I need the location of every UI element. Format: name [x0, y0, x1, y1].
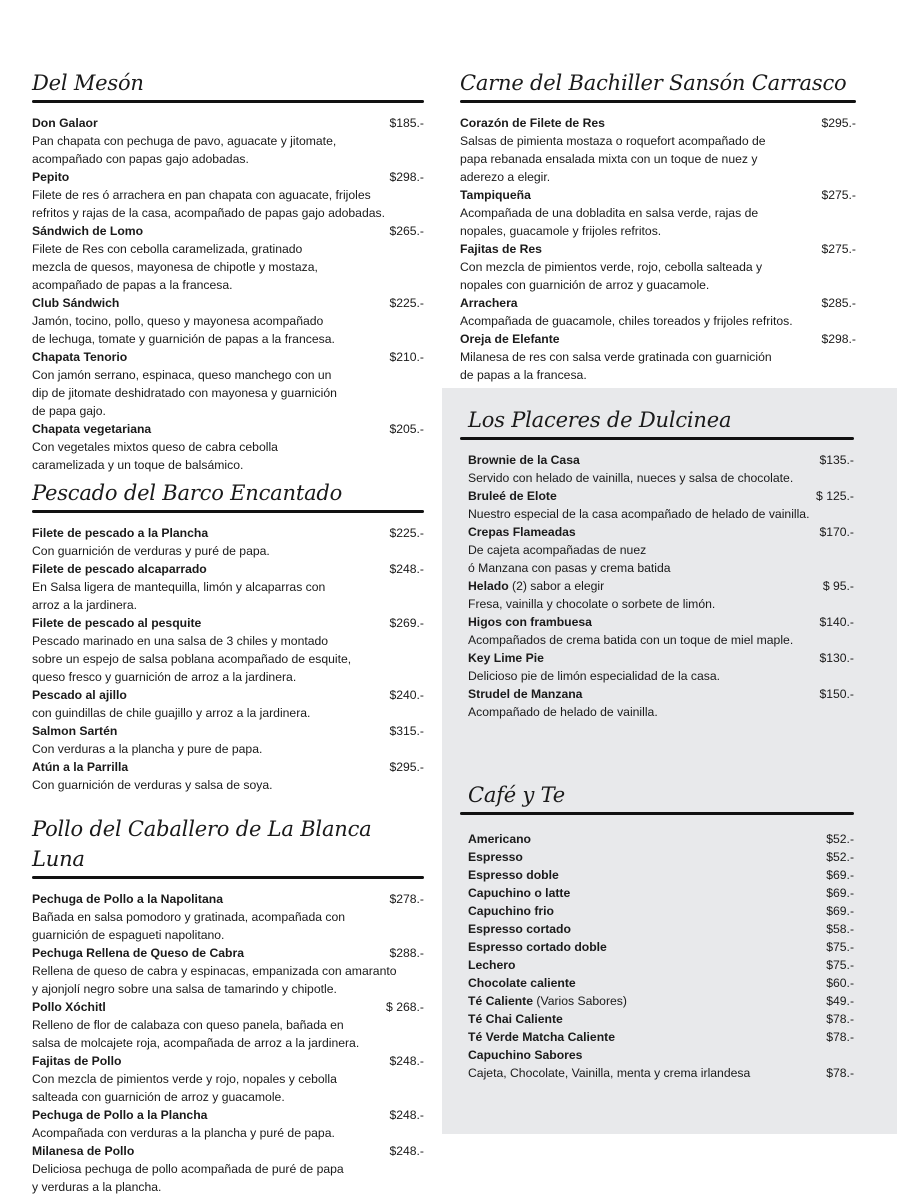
menu-item-desc — [468, 1064, 854, 1082]
menu-item-row — [468, 920, 854, 938]
item-description: Con jamón serrano, espinaca, queso manchego con un dip de jitomate deshidratado con mayonesa y guarnición de papa gajo. — [32, 368, 337, 418]
item-price: $225.- — [389, 296, 424, 310]
section-divider — [32, 876, 424, 879]
item-name-block — [460, 240, 542, 258]
menu-item — [468, 848, 854, 866]
item-price: $248.- — [389, 1054, 424, 1068]
item-name-block — [32, 1106, 207, 1124]
item-name-block — [468, 613, 592, 631]
item-name: Chapata vegetariana — [32, 422, 152, 436]
item-name-block — [468, 902, 554, 920]
section-del-meson — [32, 68, 424, 474]
item-name: Fajitas de Res — [460, 242, 542, 256]
menu-item — [32, 560, 424, 614]
item-name: Chocolate caliente — [468, 976, 576, 990]
item-price: $265.- — [389, 224, 424, 238]
section-divider — [32, 100, 424, 103]
menu-item-row — [468, 974, 854, 992]
item-name-block — [468, 884, 570, 902]
item-description: Bañada en salsa pomodoro y gratinada, acompañada con guarnición de espagueti napolitano. — [32, 910, 346, 942]
menu-item-row — [468, 523, 854, 541]
menu-item-row — [468, 830, 854, 848]
section-pollo — [32, 814, 424, 1196]
item-name: Té Verde Matcha Caliente — [468, 1030, 615, 1044]
item-name: Pescado al ajillo — [32, 688, 127, 702]
item-name-block — [468, 866, 559, 884]
menu-item-row — [32, 168, 424, 186]
item-price: $275.- — [821, 188, 856, 202]
item-name: Club Sándwich — [32, 296, 120, 310]
menu-item — [32, 114, 424, 168]
menu-items — [32, 524, 424, 794]
item-name: Milanesa de Pollo — [32, 1144, 135, 1158]
item-description: Rellena de queso de cabra y espinacas, empanizada con amaranto y ajonjolí negro sobre una salsa de tamarindo y chipotle. — [32, 964, 397, 996]
item-price: $285.- — [821, 296, 856, 310]
item-name-block — [460, 114, 605, 132]
section-title: Pollo del Caballero de La Blanca Luna — [32, 817, 372, 871]
item-description: con guindillas de chile guajillo y arroz a la jardinera. — [32, 706, 311, 720]
menu-item — [32, 420, 424, 474]
item-note: (Varios Sabores) — [533, 994, 627, 1008]
item-description: Cajeta, Chocolate, Vainilla, menta y crema irlandesa — [468, 1066, 751, 1080]
item-description: Con verduras a la plancha y pure de papa. — [32, 742, 263, 756]
item-price: $298.- — [821, 332, 856, 346]
item-price: $ 95.- — [822, 579, 854, 593]
menu-item — [468, 523, 854, 577]
item-description: Con mezcla de pimientos verde, rojo, cebolla salteada y nopales con guarnición de arroz y guacamole. — [460, 260, 763, 292]
item-description: Acompañados de crema batida con un toque de miel maple. — [468, 633, 794, 647]
menu-item — [32, 722, 424, 758]
menu-item — [32, 524, 424, 560]
menu-item-row — [32, 722, 424, 740]
item-name-block — [32, 998, 106, 1016]
item-name-block — [468, 920, 571, 938]
item-name: Pechuga de Pollo a la Napolitana — [32, 892, 223, 906]
menu-item-row — [468, 848, 854, 866]
item-price: $315.- — [389, 724, 424, 738]
item-name-block — [468, 577, 604, 595]
section-pescado — [32, 478, 424, 794]
menu-item-row — [32, 114, 424, 132]
item-name: Key Lime Pie — [468, 651, 544, 665]
menu-item — [32, 222, 424, 294]
item-price: $278.- — [389, 892, 424, 906]
item-name-block — [32, 560, 207, 578]
menu-item — [468, 956, 854, 974]
item-name: Bruleé de Elote — [468, 489, 557, 503]
menu-item-row — [32, 944, 424, 962]
item-name: Strudel de Manzana — [468, 687, 583, 701]
menu-item — [468, 1046, 854, 1064]
item-name: Capuchino o latte — [468, 886, 571, 900]
menu-item-row — [468, 902, 854, 920]
item-description: Pescado marinado en una salsa de 3 chiles y montado sobre un espejo de salsa poblana acompañado de esquite, queso fresco y guarnición de arroz a la jardinera. — [32, 634, 352, 684]
item-name-block — [468, 956, 515, 974]
item-price: $ 125.- — [816, 489, 854, 503]
menu-item — [468, 685, 854, 721]
menu-item — [32, 1052, 424, 1106]
menu-item — [468, 974, 854, 992]
item-name-block — [468, 992, 627, 1010]
item-name: Lechero — [468, 958, 516, 972]
item-name-block — [460, 330, 560, 348]
menu-item — [32, 944, 424, 998]
item-name-block — [468, 1046, 582, 1064]
item-name-block — [32, 890, 223, 908]
item-name: Capuchino frio — [468, 904, 554, 918]
item-description: Filete de Res con cebolla caramelizada, gratinado mezcla de quesos, mayonesa de chipotle y mostaza, acompañado de papas a la francesa. — [32, 242, 318, 292]
item-price: $135.- — [819, 453, 854, 467]
item-name-block — [460, 294, 518, 312]
item-price: $205.- — [389, 422, 424, 436]
section-postres — [460, 405, 854, 721]
menu-item-row — [32, 758, 424, 776]
item-name-block — [32, 1142, 134, 1160]
item-description: Con guarnición de verduras y puré de papa. — [32, 544, 270, 558]
item-price: $58.- — [826, 922, 854, 936]
menu-item — [468, 992, 854, 1010]
item-name: Helado — [468, 579, 509, 593]
item-name: Espresso doble — [468, 868, 559, 882]
item-name: Oreja de Elefante — [460, 332, 560, 346]
menu-item — [460, 330, 856, 384]
item-price: $295.- — [389, 760, 424, 774]
menu-item-row — [468, 992, 854, 1010]
section-divider — [32, 510, 424, 513]
item-name-block — [32, 294, 119, 312]
item-name: Pepito — [32, 170, 70, 184]
item-price: $140.- — [819, 615, 854, 629]
menu-item — [32, 1106, 424, 1142]
section-title: Los Placeres de Dulcinea — [468, 408, 732, 432]
menu-item — [468, 1028, 854, 1046]
item-name: Filete de pescado al pesquite — [32, 616, 202, 630]
menu-item-row — [32, 1106, 424, 1124]
item-name-block — [32, 222, 143, 240]
menu-item-row — [468, 938, 854, 956]
menu-item-row — [32, 686, 424, 704]
item-description: Filete de res ó arrachera en pan chapata con aguacate, frijoles refritos y rajas de la casa, acompañado de papas gajo adobadas. — [32, 188, 385, 220]
menu-item — [468, 451, 854, 487]
item-description: Acompañado de helado de vainilla. — [468, 705, 658, 719]
menu-item — [460, 114, 856, 186]
menu-items — [460, 114, 856, 384]
menu-item — [468, 577, 854, 613]
item-price: $69.- — [826, 868, 854, 882]
item-description: Servido con helado de vainilla, nueces y salsa de chocolate. — [468, 471, 794, 485]
section-cafe — [460, 780, 854, 1082]
item-price: $225.- — [389, 526, 424, 540]
item-name: Té Caliente — [468, 994, 534, 1008]
item-name: Chapata Tenorio — [32, 350, 128, 364]
item-name-block — [32, 758, 128, 776]
item-name: Capuchino Sabores — [468, 1048, 583, 1062]
item-name-block — [468, 1010, 563, 1028]
menu-item-row — [32, 1052, 424, 1070]
item-name: Espresso — [468, 850, 523, 864]
item-name: Arrachera — [460, 296, 518, 310]
item-name-block — [32, 420, 151, 438]
menu-item — [32, 758, 424, 794]
item-name-block — [460, 186, 531, 204]
item-price: $75.- — [826, 958, 854, 972]
menu-item — [32, 686, 424, 722]
item-name-block — [32, 722, 117, 740]
item-description: Fresa, vainilla y chocolate o sorbete de limón. — [468, 597, 716, 611]
item-name-block — [468, 848, 523, 866]
menu-item-row — [468, 649, 854, 667]
menu-item — [468, 902, 854, 920]
menu-item-row — [468, 1010, 854, 1028]
item-description: Con mezcla de pimientos verde y rojo, nopales y cebolla salteada con guarnición de arroz y guacamole. — [32, 1072, 337, 1104]
item-price: $78.- — [826, 1012, 854, 1026]
menu-item-row — [468, 577, 854, 595]
right-column — [460, 68, 856, 1082]
item-name: Fajitas de Pollo — [32, 1054, 122, 1068]
menu-item-row — [468, 487, 854, 505]
item-price: $69.- — [826, 886, 854, 900]
item-price: $75.- — [826, 940, 854, 954]
menu-item — [468, 938, 854, 956]
section-divider — [460, 100, 856, 103]
item-description: Deliciosa pechuga de pollo acompañada de puré de papa y verduras a la plancha. — [32, 1162, 344, 1194]
item-name-block — [32, 524, 208, 542]
item-description: Salsas de pimienta mostaza o roquefort acompañado de papa rebanada ensalada mixta con un toque de nuez y aderezo a elegir. — [460, 134, 766, 184]
item-description: Milanesa de res con salsa verde gratinada con guarnición de papas a la francesa. — [460, 350, 772, 382]
item-name: Crepas Flameadas — [468, 525, 576, 539]
item-name: Espresso cortado doble — [468, 940, 607, 954]
item-description: Pan chapata con pechuga de pavo, aguacate y jitomate, acompañado con papas gajo adobadas. — [32, 134, 337, 166]
menu-item — [460, 186, 856, 240]
menu-item — [468, 649, 854, 685]
menu-item — [32, 614, 424, 686]
item-name-block — [468, 487, 557, 505]
item-price: $295.- — [821, 116, 856, 130]
menu-item — [32, 348, 424, 420]
section-divider — [460, 812, 854, 815]
menu-item-row — [468, 956, 854, 974]
menu-item-row — [468, 685, 854, 703]
item-name-block — [468, 685, 582, 703]
item-note: (2) sabor a elegir — [508, 579, 605, 593]
menu-item-row — [32, 420, 424, 438]
item-price: $170.- — [819, 525, 854, 539]
menu-item-row — [32, 348, 424, 366]
menu-item-row — [32, 294, 424, 312]
item-price: $69.- — [826, 904, 854, 918]
item-name-block — [32, 614, 201, 632]
menu-items — [468, 830, 854, 1064]
menu-item-row — [460, 186, 856, 204]
menu-items — [468, 451, 854, 721]
item-name-block — [468, 1028, 615, 1046]
item-name-block — [468, 938, 607, 956]
item-name-block — [468, 649, 544, 667]
item-name-block — [32, 1052, 121, 1070]
menu-item — [460, 294, 856, 330]
item-price: $298.- — [389, 170, 424, 184]
menu-items — [32, 890, 424, 1196]
section-carne — [460, 68, 856, 384]
menu-item — [468, 1010, 854, 1028]
item-name: Filete de pescado a la Plancha — [32, 526, 209, 540]
item-price: $275.- — [821, 242, 856, 256]
item-price: $248.- — [389, 1108, 424, 1122]
menu-item-row — [32, 1142, 424, 1160]
menu-item — [32, 294, 424, 348]
menu-item — [468, 866, 854, 884]
item-name-block — [468, 830, 531, 848]
item-description: Acompañada con verduras a la plancha y puré de papa. — [32, 1126, 335, 1140]
item-price: $130.- — [819, 651, 854, 665]
item-name: Pechuga Rellena de Queso de Cabra — [32, 946, 244, 960]
item-price: $78.- — [826, 1066, 854, 1080]
menu-items — [32, 114, 424, 474]
menu-item-row — [32, 890, 424, 908]
item-name-block — [32, 944, 244, 962]
section-title: Pescado del Barco Encantado — [32, 481, 343, 505]
item-description: En Salsa ligera de mantequilla, limón y alcaparras con arroz a la jardinera. — [32, 580, 326, 612]
menu-item-row — [468, 613, 854, 631]
item-price: $52.- — [826, 850, 854, 864]
item-name-block — [468, 523, 576, 541]
item-name: Americano — [468, 832, 531, 846]
item-price: $78.- — [826, 1030, 854, 1044]
item-description: Jamón, tocino, pollo, queso y mayonesa acompañado de lechuga, tomate y guarnición de papas a la francesa. — [32, 314, 335, 346]
menu-item-row — [32, 614, 424, 632]
item-name: Sándwich de Lomo — [32, 224, 144, 238]
item-price: $49.- — [826, 994, 854, 1008]
item-name: Té Chai Caliente — [468, 1012, 563, 1026]
item-name-block — [32, 686, 127, 704]
item-name: Atún a la Parrilla — [32, 760, 129, 774]
menu-item-row — [468, 451, 854, 469]
menu-item — [460, 240, 856, 294]
item-description: Delicioso pie de limón especialidad de la casa. — [468, 669, 721, 683]
item-name-block — [32, 114, 98, 132]
item-description: Acompañada de guacamole, chiles toreados y frijoles refritos. — [460, 314, 793, 328]
menu-item — [32, 1142, 424, 1196]
section-title: Café y Te — [468, 783, 566, 807]
item-description: Con vegetales mixtos queso de cabra cebolla caramelizada y un toque de balsámico. — [32, 440, 278, 472]
item-name: Pechuga de Pollo a la Plancha — [32, 1108, 208, 1122]
item-description: Acompañada de una dobladita en salsa verde, rajas de nopales, guacamole y frijoles refritos. — [460, 206, 759, 238]
item-name-block — [32, 348, 127, 366]
menu-item-row — [32, 222, 424, 240]
menu-item-row — [468, 1028, 854, 1046]
item-name: Pollo Xóchitl — [32, 1000, 106, 1014]
menu-item — [468, 884, 854, 902]
menu-item-row — [460, 114, 856, 132]
item-description: Con guarnición de verduras y salsa de soya. — [32, 778, 273, 792]
menu-item — [468, 487, 854, 523]
item-name: Brownie de la Casa — [468, 453, 580, 467]
item-price: $ 268.- — [386, 1000, 424, 1014]
item-description: Relleno de flor de calabaza con queso panela, bañada en salsa de molcajete roja, acompañada de arroz a la jardinera. — [32, 1018, 360, 1050]
section-divider — [460, 437, 854, 440]
item-price: $150.- — [819, 687, 854, 701]
item-name-block — [468, 451, 580, 469]
item-name: Higos con frambuesa — [468, 615, 592, 629]
menu-item — [32, 168, 424, 222]
menu-item — [468, 830, 854, 848]
menu-item-row — [468, 1046, 854, 1064]
menu-item-row — [460, 330, 856, 348]
menu-item — [468, 613, 854, 649]
menu-item-row — [468, 884, 854, 902]
item-price: $248.- — [389, 562, 424, 576]
menu-item-row — [468, 866, 854, 884]
item-name: Corazón de Filete de Res — [460, 116, 605, 130]
section-title: Carne del Bachiller Sansón Carrasco — [460, 71, 847, 95]
menu-item — [468, 920, 854, 938]
item-name: Tampiqueña — [460, 188, 531, 202]
section-title: Del Mesón — [32, 71, 144, 95]
menu-item-row — [460, 240, 856, 258]
menu-item-row — [32, 524, 424, 542]
item-name: Filete de pescado alcaparrado — [32, 562, 207, 576]
item-name-block — [32, 168, 69, 186]
item-price: $240.- — [389, 688, 424, 702]
item-price: $269.- — [389, 616, 424, 630]
item-price: $248.- — [389, 1144, 424, 1158]
menu-item-row — [32, 560, 424, 578]
left-column — [32, 68, 424, 1196]
item-price: $52.- — [826, 832, 854, 846]
menu-item — [32, 890, 424, 944]
item-price: $288.- — [389, 946, 424, 960]
item-name: Salmon Sartén — [32, 724, 118, 738]
item-name-block — [468, 974, 576, 992]
item-description: De cajeta acompañadas de nuez ó Manzana con pasas y crema batida — [468, 543, 671, 575]
menu-item-row — [32, 998, 424, 1016]
item-name: Espresso cortado — [468, 922, 571, 936]
item-price: $185.- — [389, 116, 424, 130]
menu-item — [32, 998, 424, 1052]
item-price: $60.- — [826, 976, 854, 990]
item-name: Don Galaor — [32, 116, 98, 130]
item-price: $210.- — [389, 350, 424, 364]
menu-item-row — [460, 294, 856, 312]
item-description: Nuestro especial de la casa acompañado de helado de vainilla. — [468, 507, 810, 521]
